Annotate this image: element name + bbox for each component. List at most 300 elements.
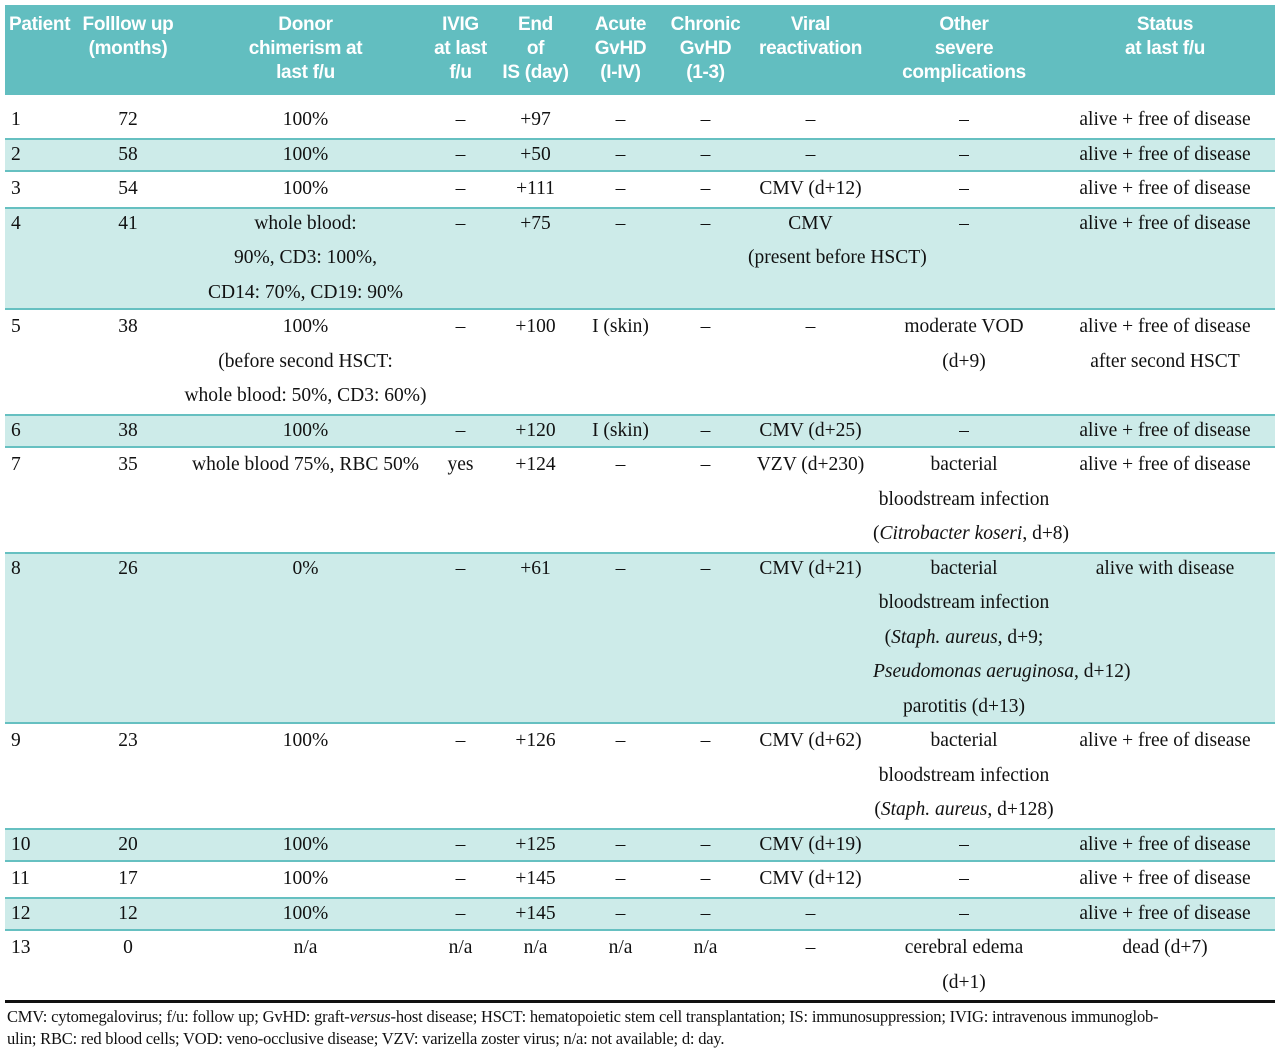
cell-line: 100% (282, 419, 329, 441)
cell-line: – (700, 143, 711, 165)
cell-line: 0 (123, 937, 133, 958)
cell-acute-gvhd (578, 862, 663, 897)
cell-ivig (428, 414, 493, 449)
cell-line: – (615, 212, 626, 234)
cell-chronic-gvhd (663, 897, 748, 932)
table-footnote (5, 1003, 1275, 1050)
cell-chronic-gvhd (663, 310, 748, 414)
column-header-line: reactivation (758, 38, 863, 59)
cell-viral-reactivation (748, 172, 873, 207)
cell-followup (73, 414, 183, 449)
cell-line: n/a (523, 937, 548, 958)
cell-ivig (428, 310, 493, 414)
cell-line: CD14: 70%, CD19: 90% (208, 281, 403, 303)
cell-viral-reactivation (748, 138, 873, 173)
cell-acute-gvhd (578, 931, 663, 1000)
cell-line: – (700, 212, 711, 234)
cell-line: (Citrobacter koseri, d+8) (873, 523, 1070, 544)
column-header-line: (1-3) (686, 62, 725, 83)
cell-acute-gvhd (578, 172, 663, 207)
cell-status (1055, 931, 1275, 1000)
cell-line: – (700, 419, 711, 441)
cell-chimerism (183, 207, 428, 311)
cell-status (1055, 172, 1275, 207)
cell-line: +126 (515, 730, 556, 751)
cell-line: – (959, 212, 969, 234)
cell-chimerism (183, 138, 428, 173)
cell-status (1055, 828, 1275, 863)
cell-viral-reactivation (748, 552, 873, 725)
cell-ivig (428, 828, 493, 863)
cell-line: 8 (11, 557, 21, 579)
column-header-line: IVIG (442, 14, 479, 35)
column-header-viral-reactivation (748, 13, 873, 85)
cell-line: 100% (282, 730, 329, 751)
cell-chimerism (183, 448, 428, 552)
cell-line: – (700, 868, 711, 889)
column-header-line: Donor (278, 14, 333, 35)
cell-line: alive + free of disease (1079, 143, 1251, 165)
cell-patient (5, 138, 73, 173)
cell-line: (d+9) (942, 350, 986, 372)
cell-complications (873, 724, 1055, 828)
cell-line: 100% (282, 109, 329, 130)
cell-line: 10 (11, 833, 31, 855)
cell-line: 1 (11, 109, 21, 130)
cell-line: whole blood: 50%, CD3: 60%) (184, 385, 427, 406)
cell-line: +50 (520, 143, 551, 165)
cell-followup (73, 897, 183, 932)
column-header-patient (5, 13, 73, 85)
table-row (5, 138, 1275, 173)
cell-complications (873, 552, 1131, 725)
cell-followup (73, 931, 183, 1000)
cell-line: – (700, 178, 711, 199)
column-header-line: Status (1136, 14, 1194, 35)
cell-chimerism (183, 552, 428, 725)
column-header-line: Folllow up (82, 14, 174, 35)
cell-line: bloodstream infection (878, 592, 1050, 613)
table-row (5, 862, 1275, 897)
cell-line: – (959, 868, 969, 889)
cell-line: – (455, 868, 466, 889)
cell-followup (73, 103, 183, 138)
cell-line: 54 (118, 178, 138, 199)
cell-line: 100% (282, 178, 329, 199)
cell-chimerism (183, 931, 428, 1000)
cell-viral-reactivation (748, 724, 873, 828)
cell-ivig (428, 207, 493, 311)
cell-line: alive + free of disease (1079, 212, 1251, 234)
cell-line: n/a (693, 937, 718, 958)
cell-line: 100% (282, 902, 329, 924)
cell-complications (873, 862, 1055, 897)
table-row (5, 931, 1275, 1000)
cell-viral-reactivation (748, 103, 873, 138)
cell-line: – (455, 143, 466, 165)
cell-line: – (455, 316, 466, 337)
cell-line: – (455, 833, 466, 855)
cell-line: bloodstream infection (878, 764, 1050, 786)
cell-ivig (428, 172, 493, 207)
cell-line: alive + free of disease (1079, 178, 1251, 199)
cell-chronic-gvhd (663, 724, 748, 828)
column-header-line: Other (939, 14, 989, 35)
table-row (5, 310, 1275, 414)
cell-line: 72 (118, 109, 138, 130)
cell-line: – (959, 109, 969, 130)
cell-patient (5, 172, 73, 207)
cell-acute-gvhd (578, 828, 663, 863)
cell-line: +75 (520, 212, 551, 234)
cell-line: 35 (118, 454, 138, 475)
table-row (5, 724, 1275, 828)
column-header-status (1055, 13, 1275, 85)
cell-ivig (428, 862, 493, 897)
cell-line: – (700, 454, 711, 475)
cell-line: – (805, 143, 816, 165)
cell-line: – (959, 833, 969, 855)
footnote-line: CMV: cytomegalovirus; f/u: follow up; GvHD: graft-versus-host disease; HSCT: hematopoietic stem cell transplantation; IS: immunosuppression; IVIG: intravenous immunoglob- (7, 1007, 1159, 1026)
cell-followup (73, 862, 183, 897)
cell-viral-reactivation (748, 897, 873, 932)
cell-line: 4 (11, 212, 21, 234)
cell-line: (Staph. aureus, d+9; (884, 626, 1044, 648)
cell-line: 12 (118, 902, 138, 924)
cell-line: 13 (11, 937, 31, 958)
cell-line: bloodstream infection (878, 488, 1050, 510)
cell-line: n/a (448, 937, 473, 958)
cell-line: – (615, 557, 626, 579)
cell-line: – (805, 937, 816, 958)
column-header-followup (73, 13, 183, 85)
column-header-line: Patient (9, 14, 71, 35)
cell-chronic-gvhd (663, 828, 748, 863)
cell-line: – (959, 143, 969, 165)
cell-chronic-gvhd (663, 862, 748, 897)
cell-ivig (428, 552, 493, 725)
cell-patient (5, 310, 73, 414)
cell-chronic-gvhd (663, 448, 748, 552)
cell-viral-reactivation (748, 828, 873, 863)
cell-viral-reactivation (748, 862, 873, 897)
table-row (5, 207, 1275, 311)
cell-patient (5, 724, 73, 828)
cell-line: – (805, 902, 816, 924)
cell-chronic-gvhd (663, 207, 748, 311)
cell-viral-reactivation (748, 207, 927, 311)
cell-status (1055, 138, 1275, 173)
column-header-chimerism (183, 13, 428, 85)
cell-line: CMV (d+12) (759, 178, 862, 199)
cell-line: +120 (515, 419, 556, 441)
cell-line: (d+1) (942, 971, 986, 993)
cell-complications (873, 310, 1055, 414)
cell-line: +111 (516, 178, 555, 199)
cell-ivig (428, 103, 493, 138)
cell-line: (present before HSCT) (748, 247, 927, 268)
cell-chronic-gvhd (663, 552, 748, 725)
cell-ivig (428, 897, 493, 932)
cell-line: CMV (d+21) (759, 557, 862, 579)
column-header-end-of-is (493, 13, 578, 85)
cell-line: – (455, 730, 466, 751)
cell-line: alive + free of disease (1079, 316, 1251, 337)
cell-line: alive + free of disease (1079, 109, 1251, 130)
column-header-line: severe (934, 38, 994, 59)
cell-line: 38 (118, 419, 138, 441)
cell-chimerism (183, 103, 428, 138)
cell-line: +125 (515, 833, 556, 855)
cell-acute-gvhd (578, 207, 663, 311)
cell-patient (5, 552, 73, 725)
cell-line: – (455, 902, 466, 924)
cell-followup (73, 138, 183, 173)
cell-line: 20 (118, 833, 138, 855)
table-row (5, 103, 1275, 138)
cell-acute-gvhd (578, 103, 663, 138)
cell-line: alive with disease (1095, 557, 1235, 579)
cell-line: – (615, 902, 626, 924)
cell-line: +61 (520, 557, 551, 579)
cell-line: CMV (d+62) (759, 730, 862, 751)
cell-status (1055, 414, 1275, 449)
cell-status (1055, 552, 1275, 725)
column-header-line: Acute (594, 14, 647, 35)
cell-line: 17 (118, 868, 138, 889)
cell-line: 100% (282, 143, 329, 165)
column-header-chronic-gvhd (663, 13, 748, 85)
cell-patient (5, 207, 73, 311)
cell-line: bacterial (930, 557, 998, 579)
cell-acute-gvhd (578, 448, 663, 552)
cell-chronic-gvhd (663, 138, 748, 173)
cell-line: – (959, 902, 969, 924)
cell-line: +124 (515, 454, 556, 475)
cell-line: 38 (118, 316, 138, 337)
cell-end-of-is (493, 862, 578, 897)
cell-complications (873, 138, 1055, 173)
cell-chimerism (183, 172, 428, 207)
table-row (5, 448, 1275, 552)
cell-end-of-is (493, 310, 578, 414)
cell-followup (73, 552, 183, 725)
cell-line: – (805, 109, 816, 130)
cell-status (1055, 448, 1275, 552)
cell-line: +100 (515, 316, 556, 337)
cell-line: 58 (118, 143, 138, 165)
cell-chronic-gvhd (663, 414, 748, 449)
cell-end-of-is (493, 448, 578, 552)
cell-ivig (428, 138, 493, 173)
cell-line: 41 (118, 212, 138, 234)
cell-followup (73, 724, 183, 828)
cell-end-of-is (493, 138, 578, 173)
column-header-line: (months) (88, 38, 168, 59)
column-header-acute-gvhd (578, 13, 663, 85)
cell-patient (5, 828, 73, 863)
cell-acute-gvhd (578, 310, 663, 414)
cell-chimerism (183, 828, 428, 863)
column-header-line: complications (902, 62, 1026, 83)
cell-chimerism (183, 897, 428, 932)
cell-complications (873, 103, 1055, 138)
column-header-line: GvHD (679, 38, 732, 59)
cell-end-of-is (493, 414, 578, 449)
column-header-line: chimerism at (248, 38, 363, 59)
cell-line: alive + free of disease (1079, 730, 1251, 751)
cell-line: 7 (11, 454, 21, 475)
cell-line: (before second HSCT: (218, 350, 393, 372)
cell-line: CMV (d+25) (759, 419, 862, 441)
cell-end-of-is (493, 724, 578, 828)
cell-line: I (skin) (592, 316, 649, 337)
column-header-complications (873, 13, 1055, 85)
cell-line: – (455, 557, 466, 579)
cell-line: whole blood 75%, RBC 50% (192, 454, 419, 475)
cell-complications (873, 897, 1055, 932)
cell-line: 0% (292, 557, 319, 579)
table-body (5, 103, 1275, 1000)
cell-line: – (700, 316, 711, 337)
cell-followup (73, 207, 183, 311)
cell-line: bacterial (930, 454, 998, 475)
cell-line: 9 (11, 730, 21, 751)
footnote-line: ulin; RBC: red blood cells; VOD: veno-occlusive disease; VZV: varizella zoster virus; n/a: not available; d: day. (7, 1029, 725, 1048)
cell-line: – (959, 419, 969, 441)
cell-ivig (428, 931, 493, 1000)
cell-acute-gvhd (578, 897, 663, 932)
column-header-line: Viral (790, 14, 831, 35)
cell-chronic-gvhd (663, 931, 748, 1000)
cell-line: alive + free of disease (1079, 419, 1251, 441)
cell-line: +97 (520, 109, 551, 130)
cell-line: 2 (11, 143, 21, 165)
cell-line: – (700, 109, 711, 130)
cell-line: alive + free of disease (1079, 833, 1251, 855)
cell-line: – (805, 316, 816, 337)
cell-line: 12 (11, 902, 31, 924)
cell-line: 5 (11, 316, 21, 337)
cell-line: – (615, 833, 626, 855)
cell-line: after second HSCT (1090, 350, 1240, 372)
cell-complications (873, 931, 1055, 1000)
cell-line: 90%, CD3: 100%, (234, 247, 377, 268)
cell-patient (5, 862, 73, 897)
column-header-line: GvHD (594, 38, 647, 59)
cell-chimerism (183, 862, 428, 897)
cell-acute-gvhd (578, 724, 663, 828)
cell-patient (5, 103, 73, 138)
table-row (5, 414, 1275, 449)
column-header-ivig (428, 13, 493, 85)
column-header-line: at last f/u (1124, 38, 1206, 59)
cell-followup (73, 828, 183, 863)
cell-patient (5, 931, 73, 1000)
cell-line: +145 (515, 868, 556, 889)
cell-line: – (615, 454, 626, 475)
cell-line: 6 (11, 419, 21, 441)
cell-line: 11 (11, 868, 30, 889)
cell-patient (5, 448, 73, 552)
cell-line: – (615, 868, 626, 889)
cell-line: dead (d+7) (1122, 937, 1208, 958)
cell-status (1055, 103, 1275, 138)
cell-line: – (700, 833, 711, 855)
table-row (5, 897, 1275, 932)
cell-line: alive + free of disease (1079, 868, 1251, 889)
cell-chimerism (183, 724, 428, 828)
cell-line: 100% (282, 868, 329, 889)
column-header-line: Chronic (670, 14, 741, 35)
cell-end-of-is (493, 103, 578, 138)
cell-line: – (700, 902, 711, 924)
cell-complications (873, 448, 1070, 552)
cell-ivig (428, 448, 493, 552)
cell-line: cerebral edema (904, 937, 1024, 958)
cell-acute-gvhd (578, 552, 663, 725)
cell-line: 100% (282, 833, 329, 855)
column-header-line: of (526, 38, 545, 59)
cell-followup (73, 172, 183, 207)
cell-acute-gvhd (578, 138, 663, 173)
cell-status (1055, 862, 1275, 897)
column-header-line: End (518, 14, 553, 35)
cell-chimerism (183, 310, 428, 414)
cell-status (1055, 897, 1275, 932)
column-header-line: last f/u (276, 62, 335, 83)
cell-line: – (615, 730, 626, 751)
cell-chimerism (183, 414, 428, 449)
cell-ivig (428, 724, 493, 828)
cell-line: – (615, 109, 626, 130)
table-row (5, 172, 1275, 207)
cell-line: I (skin) (592, 419, 649, 441)
cell-line: – (455, 212, 466, 234)
table-row (5, 828, 1275, 863)
cell-line: 3 (11, 178, 21, 199)
cell-complications (873, 207, 1055, 311)
column-header-line: f/u (449, 62, 472, 83)
cell-line: – (615, 178, 626, 199)
cell-viral-reactivation (748, 931, 873, 1000)
cell-line: bacterial (930, 730, 998, 751)
cell-end-of-is (493, 172, 578, 207)
cell-viral-reactivation (748, 448, 873, 552)
cell-patient (5, 897, 73, 932)
cell-line: – (455, 109, 466, 130)
cell-line: – (455, 419, 466, 441)
cell-line: alive + free of disease (1079, 454, 1251, 475)
cell-acute-gvhd (578, 414, 663, 449)
cell-line: VZV (d+230) (756, 454, 865, 475)
cell-viral-reactivation (748, 310, 873, 414)
cell-line: (Staph. aureus, d+128) (874, 799, 1054, 820)
cell-end-of-is (493, 207, 578, 311)
column-header-line: at last (434, 38, 487, 59)
column-header-line: IS (day) (502, 62, 569, 83)
cell-line: n/a (293, 937, 318, 958)
cell-end-of-is (493, 828, 578, 863)
cell-status (1055, 724, 1275, 828)
cell-patient (5, 414, 73, 449)
cell-line: whole blood: (254, 212, 357, 234)
cell-line: – (455, 178, 466, 199)
cell-line: – (700, 557, 711, 579)
table-header (5, 5, 1275, 95)
cell-complications (873, 172, 1055, 207)
cell-end-of-is (493, 897, 578, 932)
